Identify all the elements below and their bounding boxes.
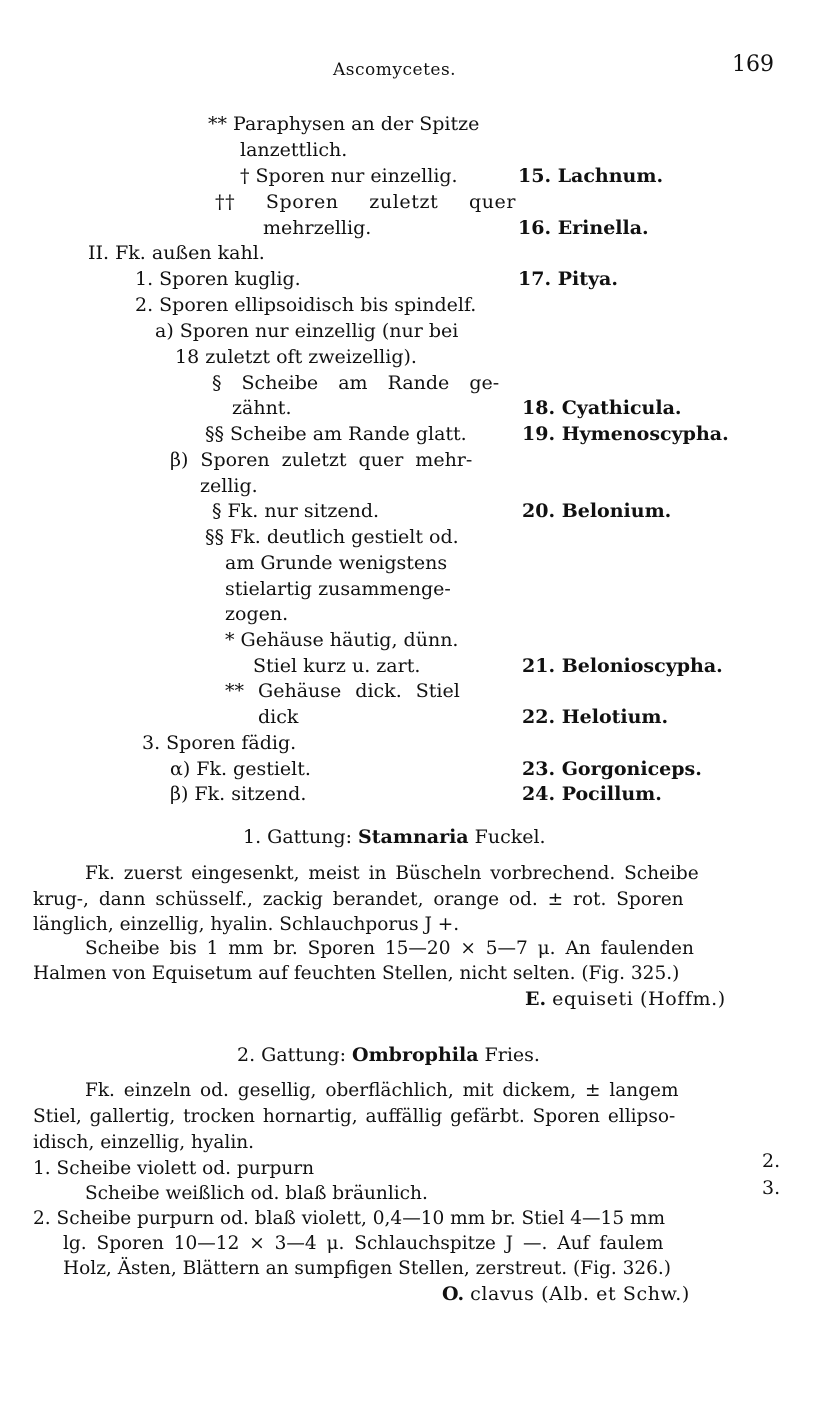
key-line: α) Fk. gestielt. [170,758,311,780]
genus-number: 22. [522,706,556,728]
description-line: Fk. einzeln od. gesellig, oberflächlich, mit dickem, ± langem [85,1080,679,1101]
key-line: 1. Scheibe violett od. purpurn [33,1158,314,1179]
key-line: a) Sporen nur einzellig (nur bei [155,320,459,342]
page-number: 169 [732,52,774,77]
key-line: β) Sporen zuletzt quer mehr- [170,449,473,471]
genus-title: Stamnaria [358,826,469,848]
genus-name: Erinella. [557,217,649,239]
key-line: * Gehäuse häutig, dünn. [225,629,459,651]
key-reference: 3. [762,1177,781,1199]
genus-entry [522,783,662,805]
genus-number: 15. [518,165,552,187]
genus-number: 24. [522,783,556,805]
species-epithet: clavus (Alb. et Schw.) [470,1283,690,1305]
description-line: Scheibe bis 1 mm br. Sporen 15—20 × 5—7 μ. An faulenden [85,938,694,959]
genus-entry [522,423,729,445]
heading-prefix: 2. Gattung: [237,1044,346,1066]
description-line: länglich, einzellig, hyalin. Schlauchporus J +. [33,914,460,935]
description-line: Halmen von Equisetum auf feuchten Stellen, nicht selten. (Fig. 325.) [33,963,680,984]
genus-number: 16. [518,217,552,239]
genus-author: Fuckel. [474,826,546,848]
genus-entry [522,655,723,677]
key-reference: 2. [762,1150,781,1172]
genus-name: Pocillum. [561,783,662,805]
description-line: Fk. zuerst eingesenkt, meist in Büscheln vorbrechend. Scheibe [85,863,699,884]
genus-number: 21. [522,655,556,677]
species-name [442,1283,690,1305]
genus-name: Pitya. [557,268,618,290]
genus-name: Hymenoscypha. [561,423,729,445]
key-line: am Grunde wenigstens [225,552,448,574]
genus-author: Fries. [484,1044,540,1066]
genus-number: 19. [522,423,556,445]
key-line: stielartig zusammenge- [225,578,451,600]
genus-number: 18. [522,397,556,419]
key-line: 18 zuletzt oft zweizellig). [175,346,417,368]
genus-entry [522,500,671,522]
genus-entry [518,165,663,187]
key-line: zähnt. [232,397,292,419]
key-line: §§ Fk. deutlich gestielt od. [205,526,459,548]
key-line: Scheibe weißlich od. blaß bräunlich. [85,1183,428,1204]
genus-name: Belonioscypha. [561,655,723,677]
description-line: krug-, dann schüsself., zackig berandet, orange od. ± rot. Sporen [33,889,684,910]
species-name [525,988,726,1010]
species-genus-abbr: O. [442,1283,465,1305]
key-line: † Sporen nur einzellig. [240,165,458,187]
species-epithet: equiseti (Hoffm.) [552,988,726,1010]
genus-entry [522,706,668,728]
genus-name: Belonium. [561,500,672,522]
key-line: †† Sporen zuletzt quer [215,191,517,213]
genus-entry [518,268,618,290]
genus-name: Helotium. [561,706,669,728]
section-heading [237,1044,540,1066]
genus-entry [522,397,682,419]
key-line: 1. Sporen kuglig. [135,268,301,290]
key-line: 3. Sporen fädig. [142,732,297,754]
key-line: lanzettlich. [240,139,348,161]
key-line: dick [258,706,299,728]
key-line: § Fk. nur sitzend. [212,500,380,522]
genus-title: Ombrophila [352,1044,479,1066]
description-line: Holz, Ästen, Blättern an sumpfigen Stellen, zerstreut. (Fig. 326.) [63,1258,672,1279]
key-line: zogen. [225,603,289,625]
genus-number: 20. [522,500,556,522]
running-head: Ascomycetes. [333,60,457,80]
key-line: 2. Sporen ellipsoidisch bis spindelf. [135,294,477,316]
key-line: β) Fk. sitzend. [170,783,307,805]
genus-entry [522,758,702,780]
description-line: Stiel, gallertig, trocken hornartig, auffällig gefärbt. Sporen ellipso- [33,1106,676,1127]
key-line: §§ Scheibe am Rande glatt. [205,423,467,445]
genus-name: Lachnum. [557,165,664,187]
genus-name: Cyathicula. [561,397,682,419]
genus-entry [518,217,649,239]
species-genus-abbr: E. [525,988,547,1010]
key-line: mehrzellig. [263,217,372,239]
genus-name: Gorgoniceps. [561,758,702,780]
key-line: II. Fk. außen kahl. [88,242,265,264]
description-line: idisch, einzellig, hyalin. [33,1132,255,1153]
key-line: ** Paraphysen an der Spitze [208,113,480,135]
key-line: Stiel kurz u. zart. [253,655,421,677]
genus-number: 23. [522,758,556,780]
genus-number: 17. [518,268,552,290]
key-line: 2. Scheibe purpurn od. blaß violett, 0,4—10 mm br. Stiel 4—15 mm [33,1208,666,1229]
key-line: § Scheibe am Rande ge- [212,372,500,394]
key-line: zellig. [200,475,258,497]
key-line: ** Gehäuse dick. Stiel [225,680,460,702]
description-line: lg. Sporen 10—12 × 3—4 μ. Schlauchspitze J —. Auf faulem [63,1233,664,1254]
heading-prefix: 1. Gattung: [243,826,352,848]
section-heading [243,826,546,848]
